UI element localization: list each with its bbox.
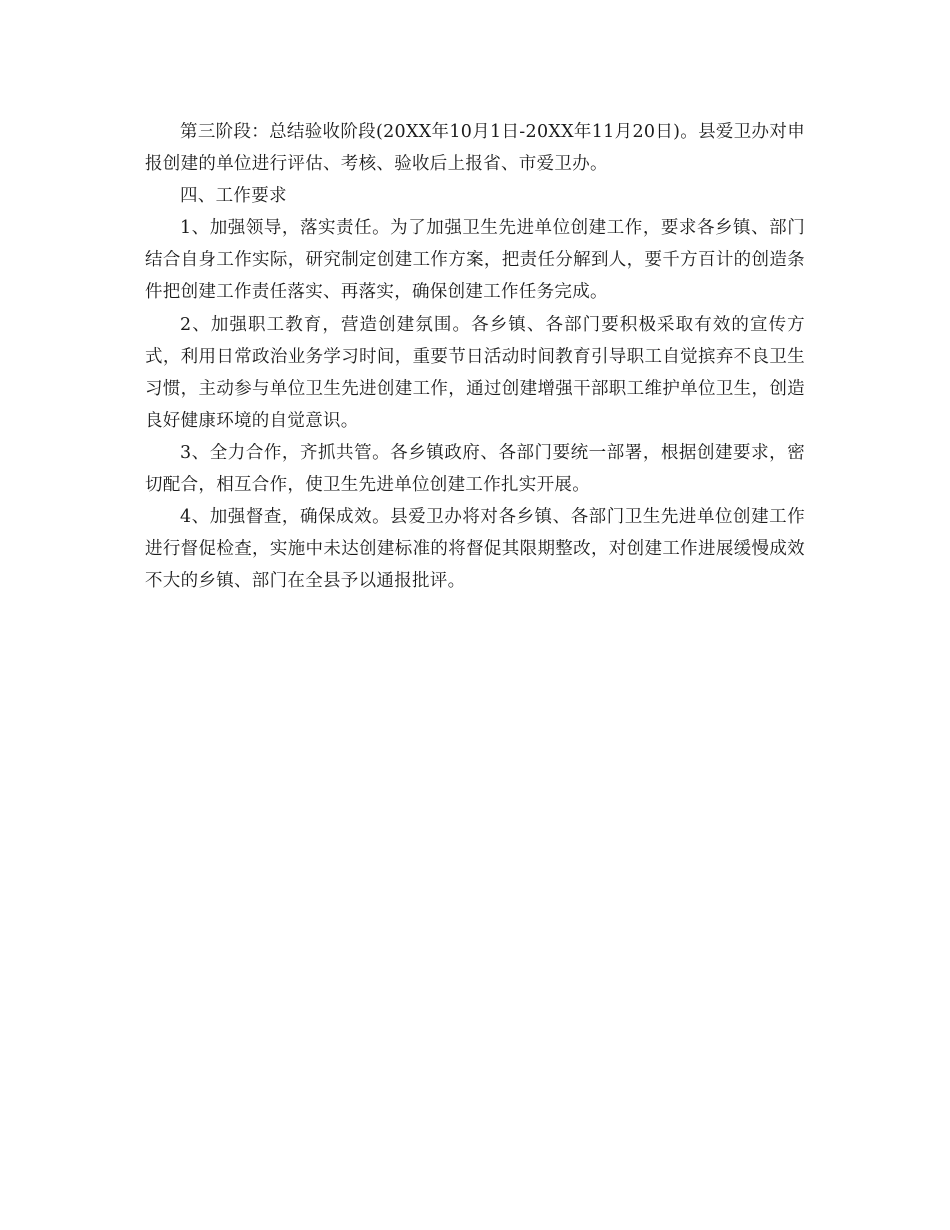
paragraph-phase-three: 第三阶段：总结验收阶段(20XX年10月1日-20XX年11月20日)。县爱卫办对申报创建的单位进行评估、考核、验收后上报省、市爱卫办。 (145, 122, 805, 175)
section-heading-work-requirements: 四、工作要求 (180, 186, 287, 207)
paragraph-requirement-4: 4、加强督查，确保成效。县爱卫办将对各乡镇、各部门卫生先进单位创建工作进行督促检查，实施中未达创建标准的将督促其限期整改，对创建工作进展缓慢成效不大的乡镇、部门在全县予以通报批评。 (145, 507, 805, 592)
paragraph-requirement-3: 3、全力合作，齐抓共管。各乡镇政府、各部门要统一部署，根据创建要求，密切配合，相互合作，使卫生先进单位创建工作扎实开展。 (145, 442, 805, 496)
paragraph-requirement-2: 2、加强职工教育，营造创建氛围。各乡镇、各部门要积极采取有效的宣传方式，利用日常政治业务学习时间，重要节日活动时间教育引导职工自觉摈弃不良卫生习惯，主动参与单位卫生先进创建工作，通过创建增强干部职工维护单位卫生，创造良好健康环境的自觉意识。 (145, 314, 805, 431)
document-body (145, 116, 805, 597)
paragraph-requirement-1: 1、加强领导，落实责任。为了加强卫生先进单位创建工作，要求各乡镇、部门结合自身工作实际，研究制定创建工作方案，把责任分解到人，要千方百计的创造条件把创建工作责任落实、再落实，确保创建工作任务完成。 (145, 218, 805, 303)
